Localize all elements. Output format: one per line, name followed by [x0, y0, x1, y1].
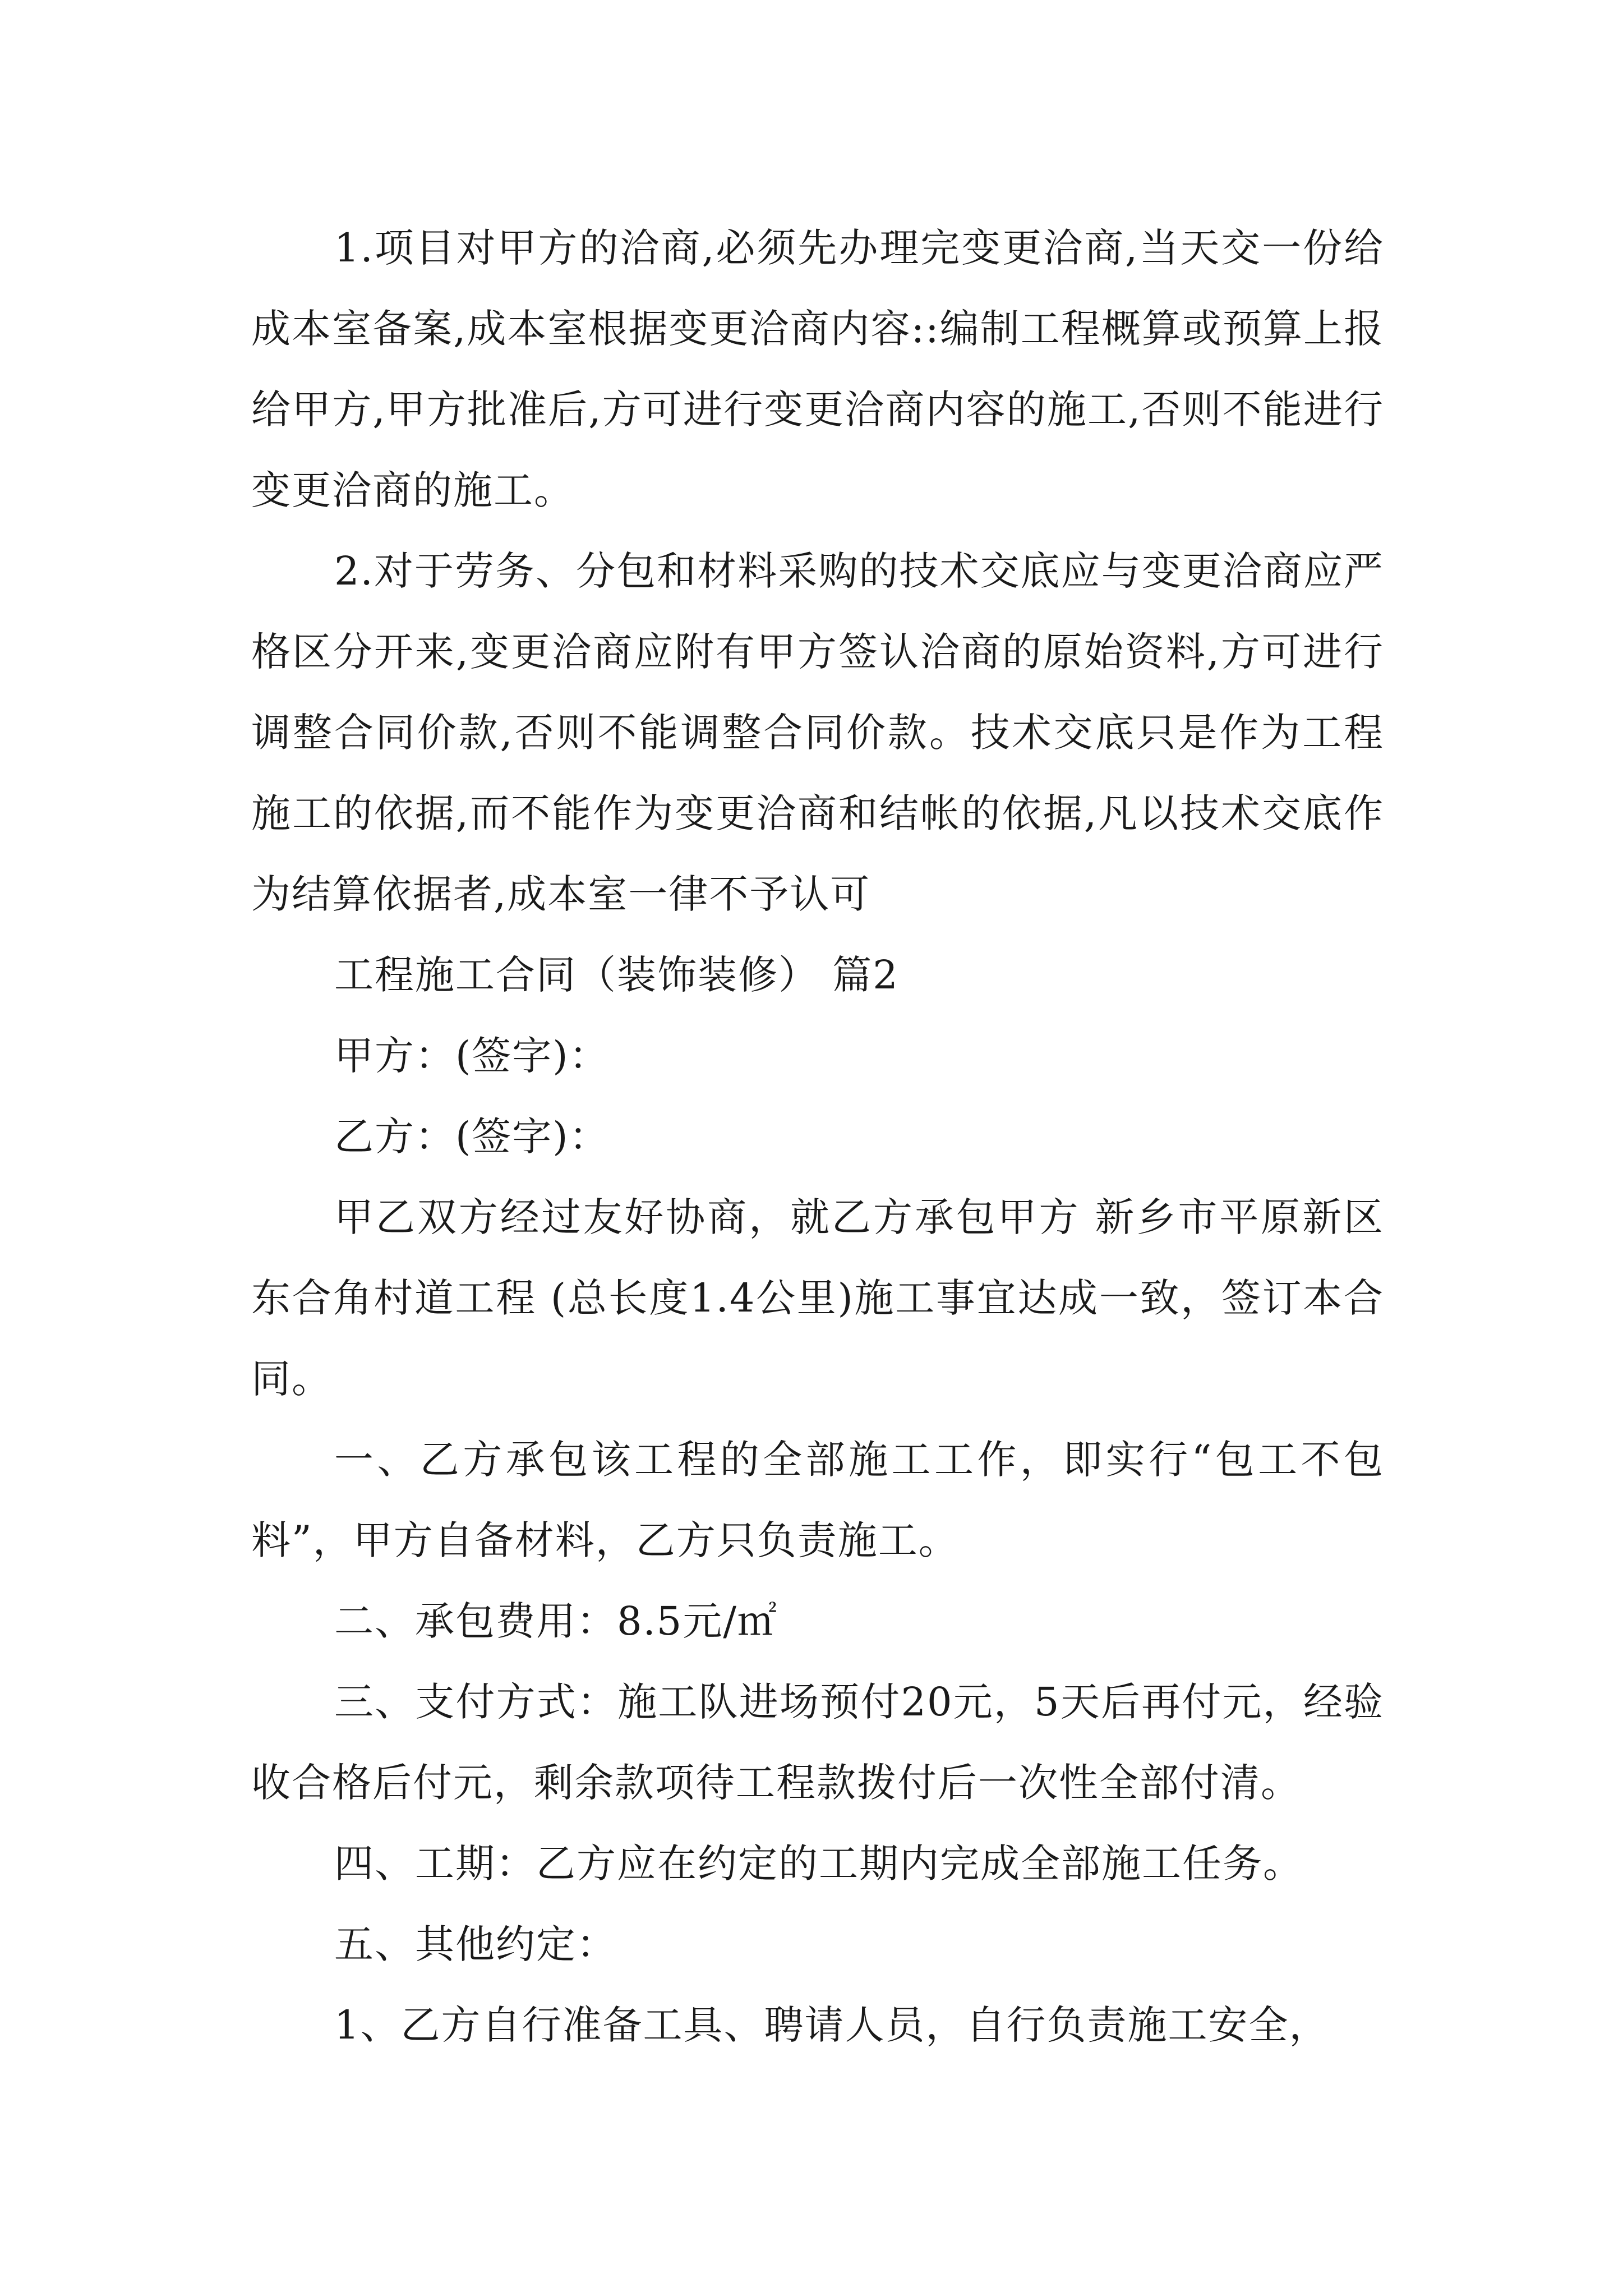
clause-1-scope: 一、乙方承包该工程的全部施工工作，即实行“包工不包料”，甲方自备材料，乙方只负责施工。 [251, 1437, 1384, 1563]
clause-3-payment: 三、支付方式：施工队进场预付20元，5天后再付元，经验收合格后付元，剩余款项待工程款拨付后一次性全部付清。 [251, 1679, 1384, 1806]
paragraph-item-1: 1.项目对甲方的洽商,必须先办理完变更洽商,当天交一份给成本室备案,成本室根据变更洽商内容::编制工程概算或预算上报给甲方,甲方批准后,方可进行变更洽商内容的施工,否则不能进行变更洽商的施工。 [251, 225, 1384, 513]
party-b-signature-line: 乙方：(签字)： [334, 1114, 610, 1159]
document-body [251, 208, 1384, 2065]
section-heading: 工程施工合同（装饰装修） 篇2 [334, 952, 899, 998]
clause-5-item-1: 1、乙方自行准备工具、聘请人员，自行负责施工安全， [334, 2002, 1330, 2048]
paragraph-item-2: 2.对于劳务、分包和材料采购的技术交底应与变更洽商应严格区分开来,变更洽商应附有甲方签认洽商的原始资料,方可进行调整合同价款,否则不能调整合同价款。技术交底只是作为工程施工的依据,而不能作为变更洽商和结帐的依据,凡以技术交底作为结算依据者,成本室一律不予认可 [251, 548, 1384, 917]
clause-5-other: 五、其他约定： [334, 1921, 617, 1967]
party-a-signature-line: 甲方：(签字)： [334, 1033, 610, 1079]
clause-4-schedule: 四、工期：乙方应在约定的工期内完成全部施工任务。 [334, 1841, 1303, 1887]
contract-intro-paragraph: 甲乙双方经过友好协商，就乙方承包甲方 新乡市平原新区东合角村道工程 (总长度1.4公里)施工事宜达成一致，签订本合同。 [251, 1194, 1384, 1402]
clause-2-fee: 二、承包费用：8.5元/㎡ [334, 1598, 778, 1644]
